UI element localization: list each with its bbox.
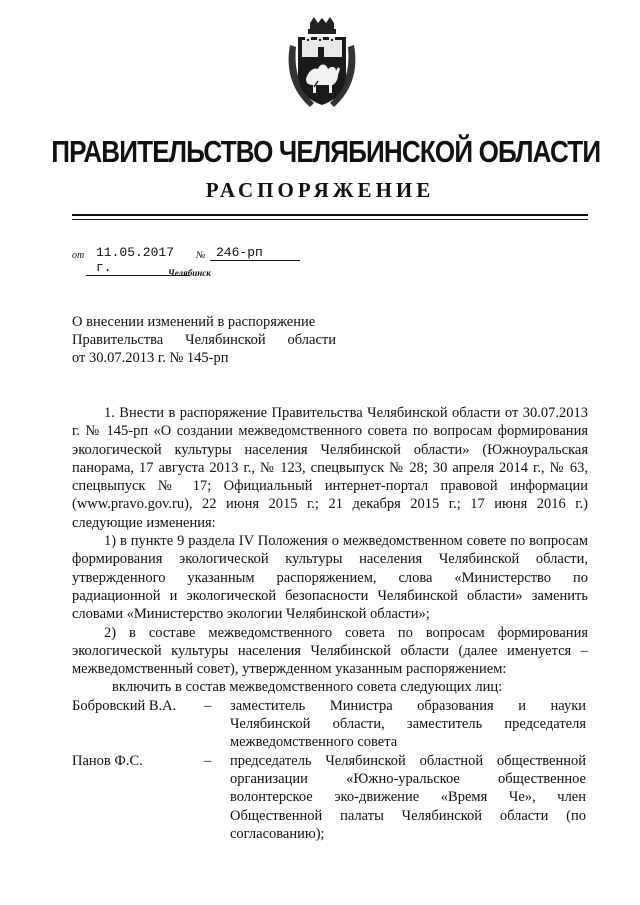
paragraph-3: 2) в составе межведомственного совета по вопросам формирования экологической культуры населения Челябинской области (далее именуется – межведомственный совет), утвержденном указанным распоряжением: bbox=[72, 624, 588, 678]
city-label: Челябинск bbox=[168, 268, 211, 278]
member-role: заместитель Министра образования и науки Челябинской области, заместитель председателя межведомственного совета bbox=[230, 697, 586, 751]
paragraph-4: включить в состав межведомственного совета следующих лиц: bbox=[112, 679, 503, 696]
government-title: ПРАВИТЕЛЬСТВО ЧЕЛЯБИНСКОЙ ОБЛАСТИ bbox=[51, 134, 601, 169]
document-number: 246-рп bbox=[210, 245, 300, 261]
paragraph-2: 1) в пункте 9 раздела IV Положения о межведомственном совете по вопросам формирования экологической культуры населения Челябинской области, утвержденного указанным распоряжением, слова «Министерство по радиационной и экологической безопасности Челябинской области» заменить словами «Министерство экологии Челябинской области»; bbox=[72, 533, 588, 623]
member-name: Бобровский В.А. bbox=[72, 697, 177, 714]
member-dash: – bbox=[204, 697, 212, 714]
paragraph-1: 1. Внести в распоряжение Правительства Челябинской области от 30.07.2013 г. № 145-рп «О создании межведомственного совета по вопросам формирования экологической культуры населения Челябинской области» (Южноуральская панорама, 17 августа 2013 г., № 123, спецвыпуск № 28; 30 апреля 2014 г., № 63, спецвыпуск № 17; Официальный интернет-портал правовой информации (www.pravo.gov.ru), 22 июня 2015 г.; 21 декабря 2015 г.; 17 июня 2016 г.) следующие изменения: bbox=[72, 405, 588, 531]
document-type: РАСПОРЯЖЕНИЕ bbox=[205, 178, 435, 202]
member-role: председатель Челябинской областной общественной организации «Южно-уральское общественное волонтерское эко-движение «Время Че», член Общественной палаты Челябинской области (по согласованию); bbox=[230, 752, 586, 842]
document-body bbox=[72, 404, 588, 843]
member-row bbox=[72, 697, 588, 752]
date-prefix: от bbox=[72, 250, 85, 261]
header-rule-thin bbox=[72, 219, 588, 220]
number-prefix: № bbox=[196, 250, 206, 261]
member-name: Панов Ф.С. bbox=[72, 752, 143, 769]
header-rule-thick bbox=[72, 214, 588, 216]
subject-line: Правительства Челябинской области bbox=[72, 332, 336, 348]
document-date: 11.05.2017 г. bbox=[86, 245, 190, 276]
subject-line: от 30.07.2013 г. № 145-рп bbox=[72, 350, 229, 366]
coat-of-arms-emblem bbox=[284, 17, 360, 111]
member-dash: – bbox=[204, 752, 212, 769]
member-row bbox=[72, 752, 588, 843]
document-subject bbox=[72, 313, 336, 367]
subject-line: О внесении изменений в распоряжение bbox=[72, 314, 316, 330]
